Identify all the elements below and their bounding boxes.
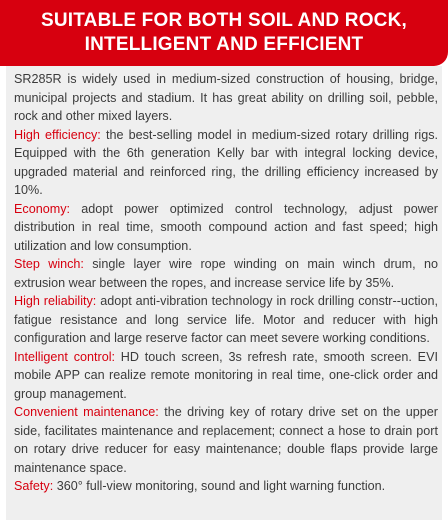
feature-label: Intelligent control: [14, 349, 115, 364]
feature-label: High efficiency: [14, 127, 101, 142]
feature-text: the driving key of rotary drive set on the upper side, facilitates maintenance and replacement; connect a hose to drain port on rotary drive reducer for easy maintenance; double flaps provide large maintenance space. [14, 405, 438, 475]
feature-convenient-maintenance [14, 403, 438, 477]
feature-label: Safety: [14, 479, 54, 493]
feature-text: adopt power optimized control technology, adjust power distribution in real time, smooth compound action and fast speed; high utilization and low consumption. [14, 201, 438, 253]
feature-text: adopt anti-vibration technology in rock drilling constr--uction, fatigue resistance and long service life. Motor and reducer with high configuration and large reserve factor can meet severe working conditions. [14, 294, 438, 345]
feature-high-efficiency [14, 126, 438, 200]
feature-step-winch [14, 255, 438, 292]
feature-label: Convenient maintenance: [14, 405, 159, 419]
feature-text: HD touch screen, 3s refresh rate, smooth screen. EVI mobile APP can realize remote monitoring in real time, one-click order and group management. [14, 349, 438, 401]
feature-intelligent-control [14, 348, 438, 404]
title-line-1: SUITABLE FOR BOTH SOIL AND ROCK, [41, 10, 407, 31]
feature-text: single layer wire rope winding on main winch drum, no extrusion wear between the ropes, and increase service life by 35%. [14, 257, 438, 290]
feature-safety [14, 477, 438, 496]
description-panel [6, 66, 442, 520]
title-banner [0, 0, 448, 66]
feature-economy [14, 200, 438, 256]
feature-label: High reliability: [14, 294, 97, 308]
feature-high-reliability [14, 292, 438, 348]
feature-text: 360° full-view monitoring, sound and light warning function. [53, 479, 386, 493]
feature-label: Economy: [14, 201, 70, 216]
feature-text: the best-selling model in medium-sized rotary drilling rigs. Equipped with the 6th generation Kelly bar with integral locking device, upgraded material and reinforced ring, the drilling efficiency increased by 10%. [14, 127, 438, 197]
intro-paragraph: SR285R is widely used in medium-sized construction of housing, bridge, municipal projects and stadium. It has great ability on drilling soil, pebble, rock and other mixed layers. [14, 72, 438, 123]
title-line-2: INTELLIGENT AND EFFICIENT [84, 34, 364, 55]
feature-label: Step winch: [14, 257, 84, 271]
